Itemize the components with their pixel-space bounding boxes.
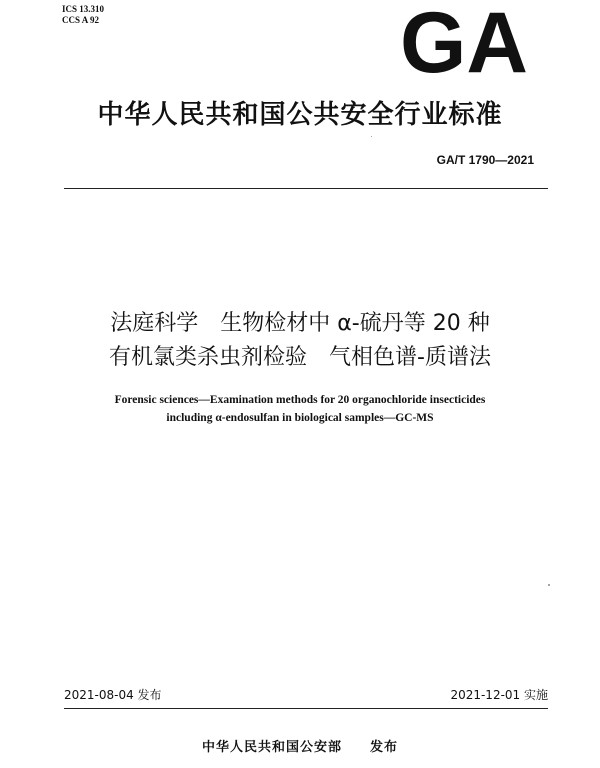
ga-logo [398,8,530,76]
issue-date: 2021-08-04 发布 [64,688,162,702]
scan-speck [548,584,550,586]
ics-code: ICS 13.310 [62,4,105,14]
english-title-line-2: including α-endosulfan in biological samples—GC-MS [166,412,434,424]
english-title-line-1: Forensic sciences—Examination methods for 20 organochloride insecticides [114,394,486,406]
chinese-title-line-2: 有机氯类杀虫剂检验 气相色谱-质谱法 [109,345,491,370]
ga-logo-text: GA [400,8,528,76]
bottom-rule [64,708,548,709]
chinese-title-line-1: 法庭科学 生物检材中 α-硫丹等 20 种 [110,311,490,336]
standard-number: GA/T 1790—2021 [436,153,534,167]
implementation-date: 2021-12-01 实施 [450,688,548,702]
issuing-authority: 中华人民共和国公安部 发布 [201,740,398,755]
scan-speck [371,136,372,137]
top-rule [64,188,548,189]
classification-codes [62,4,104,26]
agency-title: 中华人民共和国公共安全行业标准 [97,100,503,130]
ccs-code: CCS A 92 [62,15,100,25]
